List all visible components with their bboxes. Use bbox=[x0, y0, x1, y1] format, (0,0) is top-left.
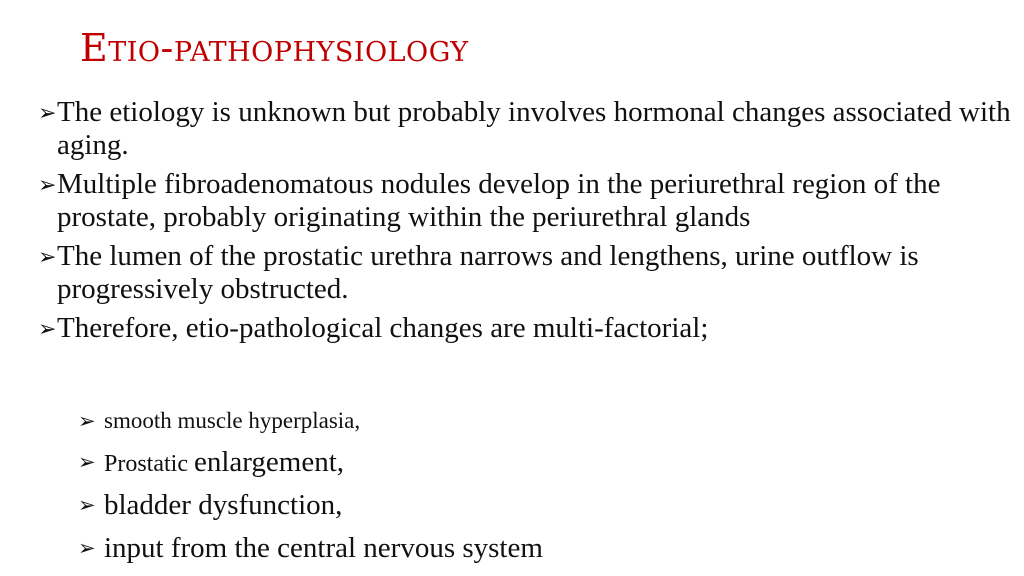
bullet-item-etiology bbox=[38, 96, 1013, 162]
arrow-bullet-icon: ➢ bbox=[38, 244, 57, 269]
sub-bullet-text: bladder dysfunction, bbox=[104, 489, 343, 521]
bullet-text: The lumen of the prostatic urethra narrows and lengthens, urine outflow is progressively obstructed. bbox=[57, 240, 919, 305]
sub-bullet-text: input from the central nervous system bbox=[104, 532, 543, 564]
bullet-item-therefore bbox=[38, 312, 1013, 345]
arrow-bullet-icon: ➢ bbox=[38, 316, 57, 341]
sub-bullet-cns bbox=[38, 529, 1013, 572]
bullet-item-nodules bbox=[38, 168, 1013, 234]
bullet-text: The etiology is unknown but probably involves hormonal changes associated with aging. bbox=[57, 96, 1011, 161]
sub-bullet-text: Prostatic bbox=[104, 451, 194, 477]
arrow-bullet-icon: ➢ bbox=[38, 100, 57, 125]
slide-title: Etio-pathophysiology bbox=[80, 26, 469, 70]
sub-bullet-smooth-muscle bbox=[38, 402, 1013, 443]
sub-bullet-bladder bbox=[38, 486, 1013, 529]
arrow-bullet-icon: ➢ bbox=[78, 409, 96, 433]
bullet-item-lumen bbox=[38, 240, 1013, 306]
arrow-bullet-icon: ➢ bbox=[78, 536, 96, 560]
bullet-text: Multiple fibroadenomatous nodules develop in the periurethral region of the prostate, probably originating within the periurethral glands bbox=[57, 168, 941, 233]
bullet-list bbox=[38, 96, 1013, 351]
sub-bullet-prostatic-enlargement bbox=[38, 443, 1013, 486]
arrow-bullet-icon: ➢ bbox=[38, 172, 57, 197]
sub-bullet-text: smooth muscle hyperplasia, bbox=[104, 408, 361, 433]
sub-bullet-list bbox=[38, 402, 1013, 572]
arrow-bullet-icon: ➢ bbox=[78, 493, 96, 517]
arrow-bullet-icon: ➢ bbox=[78, 450, 96, 474]
bullet-text: Therefore, etio-pathological changes are multi-factorial; bbox=[57, 312, 709, 344]
sub-bullet-text: enlargement, bbox=[194, 446, 345, 478]
